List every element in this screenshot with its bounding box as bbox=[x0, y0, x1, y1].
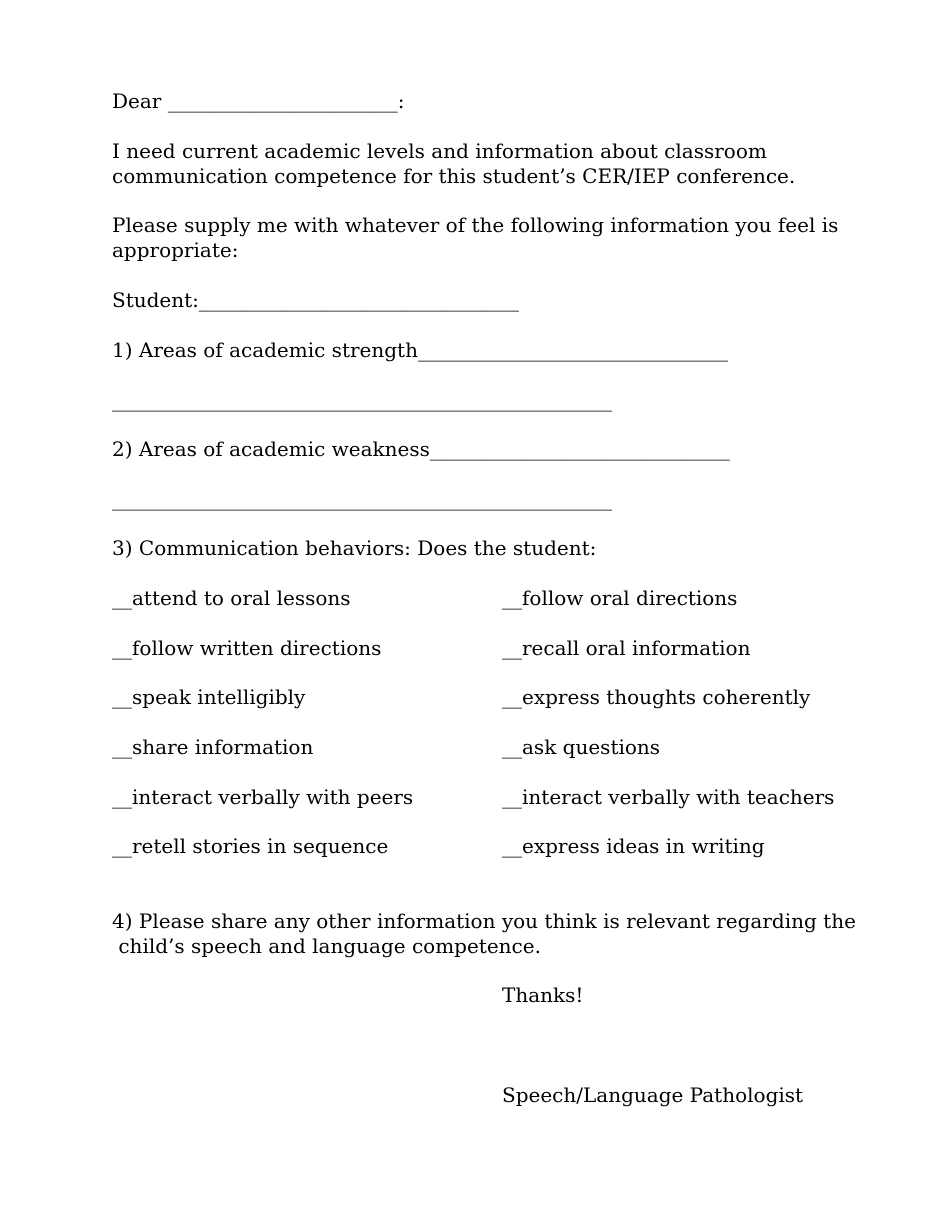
intro-text-line-2: communication competence for this student’s CER/IEP conference. bbox=[112, 164, 796, 188]
signature-title: Speech/Language Pathologist bbox=[502, 1083, 804, 1107]
academic-weakness-continuation-line: __________________________________________________ bbox=[112, 487, 612, 511]
academic-strength-continuation-line: __________________________________________________ bbox=[112, 388, 612, 412]
behavior-item: __speak intelligibly bbox=[112, 685, 306, 709]
salutation: Dear _______________________: bbox=[112, 89, 405, 113]
communication-behaviors-heading: 3) Communication behaviors: Does the student: bbox=[112, 536, 597, 560]
behavior-item: __follow oral directions bbox=[502, 586, 738, 610]
intro-text-line-1: I need current academic levels and information about classroom bbox=[112, 139, 767, 163]
behavior-item: __recall oral information bbox=[502, 636, 751, 660]
behavior-item: __express ideas in writing bbox=[502, 834, 765, 858]
behavior-item: __attend to oral lessons bbox=[112, 586, 351, 610]
request-text-line-2: appropriate: bbox=[112, 238, 239, 262]
behavior-item: __retell stories in sequence bbox=[112, 834, 389, 858]
other-info-line-2: child’s speech and language competence. bbox=[112, 934, 541, 958]
behavior-item: __interact verbally with peers bbox=[112, 785, 414, 809]
student-field: Student:________________________________ bbox=[112, 288, 519, 312]
behavior-item: __ask questions bbox=[502, 735, 661, 759]
behavior-item: __follow written directions bbox=[112, 636, 382, 660]
academic-weakness-field: 2) Areas of academic weakness______________________________ bbox=[112, 437, 730, 461]
academic-strength-field: 1) Areas of academic strength_______________________________ bbox=[112, 338, 728, 362]
behavior-item: __share information bbox=[112, 735, 314, 759]
other-info-line-1: 4) Please share any other information you think is relevant regarding the bbox=[112, 909, 856, 933]
thanks-text: Thanks! bbox=[502, 983, 584, 1007]
behavior-item: __express thoughts coherently bbox=[502, 685, 811, 709]
behavior-item: __interact verbally with teachers bbox=[502, 785, 835, 809]
request-text-line-1: Please supply me with whatever of the following information you feel is bbox=[112, 213, 839, 237]
